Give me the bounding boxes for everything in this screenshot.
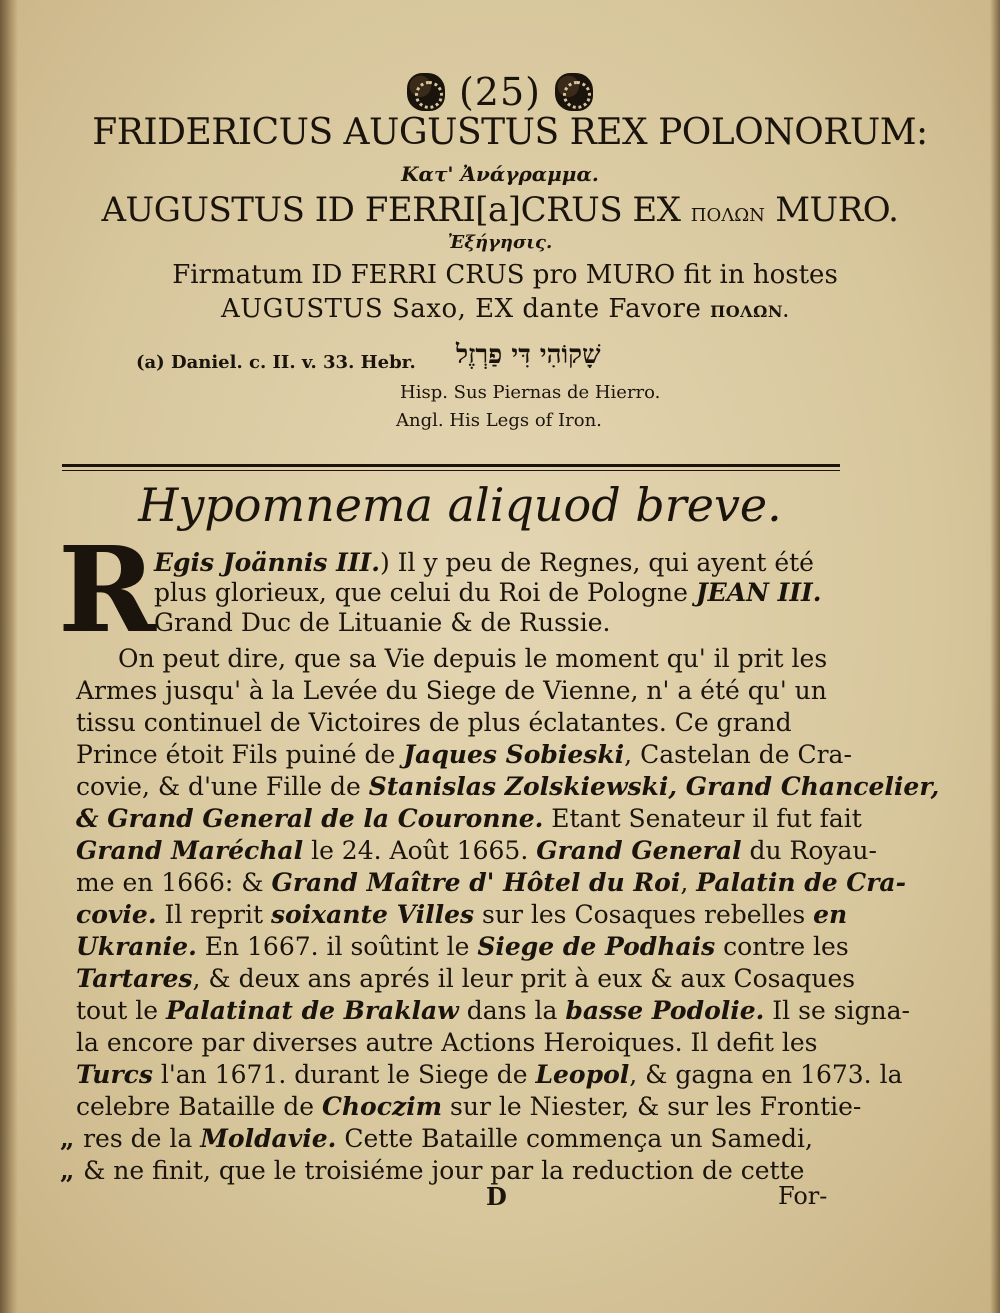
ornament-right-icon <box>555 73 593 111</box>
roman-text: du Royau- <box>741 836 877 865</box>
italic-text: Grand Maître d' Hôtel du Roi <box>271 868 681 897</box>
section-title: Hypomnema aliquod breve. <box>138 478 782 532</box>
page-number: (25) <box>458 70 541 114</box>
footnote-hebrew: שָׁקוֹהִי דִּי פַרְזֶל <box>456 340 601 370</box>
italic-text: Siege de Podhais <box>477 932 716 961</box>
italic-text: en <box>813 900 848 929</box>
divider-rule <box>62 464 840 467</box>
page-edge-shadow <box>990 0 1000 1313</box>
italic-text: Palatinat de Braklaw <box>165 996 459 1025</box>
roman-text: En 1667. il soûtint le <box>196 932 478 961</box>
body-line <box>76 836 877 866</box>
anagram-end: MURO. <box>775 190 899 230</box>
body-line <box>76 676 827 706</box>
italic-text: soixante Villes <box>270 900 475 929</box>
italic-text: Egis Joännis III. <box>154 548 380 577</box>
footnote-spanish: Hisp. Sus Piernas de Hierro. <box>400 382 661 403</box>
roman-text: covie, & d'une Fille de <box>76 772 369 801</box>
heading-anagram-line <box>40 190 960 230</box>
body-line <box>76 900 847 930</box>
italic-text: Choczim <box>321 1092 443 1121</box>
roman-text: sur les Cosaques rebelles <box>474 900 814 929</box>
roman-text: Armes jusqu' à la Levée du Siege de Vienne, n' a été qu' un <box>76 676 827 705</box>
italic-text: Ukranie. <box>76 932 197 961</box>
italic-text: basse Podolie. <box>565 996 765 1025</box>
body-line <box>76 1092 861 1122</box>
exegesis-greek: ΠΟΛΩΝ. <box>710 302 790 321</box>
body-line <box>60 1124 813 1154</box>
body-line <box>76 772 939 802</box>
quote-mark: „ <box>60 1156 84 1185</box>
italic-text: JEAN III. <box>695 578 822 607</box>
signature-mark: D <box>486 1182 507 1211</box>
roman-text: Etant Senateur il fut fait <box>543 804 862 833</box>
italic-text: Palatin de Cra- <box>696 868 906 897</box>
roman-text: res de la <box>83 1124 201 1153</box>
italic-text: Turcs <box>76 1060 153 1089</box>
body-line <box>76 932 849 962</box>
roman-text: l'an 1671. durant le Siege de <box>152 1060 536 1089</box>
roman-text: me en 1666: & <box>76 868 272 897</box>
body-line <box>154 548 814 578</box>
anagram-greek: ΠΟΛΩΝ <box>690 205 765 226</box>
heading-greek-anagram: Κατ' Ἀνάγραμμα. <box>401 162 599 186</box>
roman-text: sur le Niester, & sur les Frontie- <box>442 1092 862 1121</box>
catchword: For- <box>778 1182 828 1210</box>
italic-text: Jaques Sobieski <box>403 740 625 769</box>
roman-text: contre les <box>715 932 849 961</box>
italic-text: covie. <box>76 900 157 929</box>
italic-text: Stanislas Zolskiewski, Grand Chancelier, <box>368 772 940 801</box>
italic-text: Grand Maréchal <box>76 836 304 865</box>
body-line <box>154 578 821 608</box>
italic-text: Moldavie. <box>200 1124 337 1153</box>
roman-text: Il se signa- <box>764 996 910 1025</box>
italic-text: Tartares <box>76 964 193 993</box>
body-line <box>76 868 906 898</box>
divider-rule-thin <box>62 470 840 471</box>
anagram-main: AUGUSTUS ID FERRI[a]CRUS EX <box>101 190 681 230</box>
quote-mark: „ <box>60 1124 84 1153</box>
roman-text: & ne finit, que le troisiéme jour par la reduction de cette <box>83 1156 805 1185</box>
roman-text: Il reprit <box>156 900 271 929</box>
footnote-english: Angl. His Legs of Iron. <box>396 410 602 431</box>
roman-text: Prince étoit Fils puiné de <box>76 740 404 769</box>
heading-title: FRIDERICUS AUGUSTUS REX POLONORUM: <box>92 112 928 153</box>
roman-text: ) Il y peu de Regnes, qui ayent été <box>379 548 814 577</box>
body-line <box>76 964 855 994</box>
italic-text: Leopol <box>535 1060 630 1089</box>
body-line <box>76 1028 817 1058</box>
roman-text: la encore par diverses autre Actions Heroiques. Il defit les <box>76 1028 818 1057</box>
roman-text: Grand Duc de Lituanie & de Russie. <box>154 608 611 637</box>
roman-text: , & deux ans aprés il leur prit à eux & aux Cosaques <box>192 964 856 993</box>
body-line <box>60 1156 804 1186</box>
italic-text: & Grand General de la Couronne. <box>76 804 544 833</box>
ornament-left-icon <box>407 73 445 111</box>
roman-text: , <box>680 868 697 897</box>
roman-text: le 24. Août 1665. <box>303 836 537 865</box>
body-line <box>76 804 862 834</box>
roman-text: Cette Bataille commença un Samedi, <box>336 1124 813 1153</box>
roman-text: dans la <box>458 996 566 1025</box>
page-spine-shadow <box>0 0 18 1313</box>
body-line <box>76 740 852 770</box>
footnote-reference: (a) Daniel. c. II. v. 33. Hebr. <box>136 352 416 373</box>
roman-text: plus glorieux, que celui du Roi de Pologne <box>154 578 696 607</box>
heading-greek-exegesis: Ἐξήγησις. <box>447 232 553 253</box>
drop-cap: R <box>58 520 157 659</box>
roman-text: tissu continuel de Victoires de plus éclatantes. Ce grand <box>76 708 792 737</box>
body-line <box>118 644 827 674</box>
heading-exegesis-line-1: Firmatum ID FERRI CRUS pro MURO fit in hostes <box>172 260 838 290</box>
roman-text: celebre Bataille de <box>76 1092 322 1121</box>
body-line <box>76 1060 902 1090</box>
body-line <box>76 996 910 1026</box>
body-line <box>76 708 792 738</box>
body-line <box>154 608 610 638</box>
roman-text: On peut dire, que sa Vie depuis le moment qu' il prit les <box>118 644 828 673</box>
roman-text: , Castelan de Cra- <box>624 740 852 769</box>
roman-text: tout le <box>76 996 166 1025</box>
italic-text: Grand General <box>536 836 742 865</box>
heading-exegesis-line-2 <box>90 294 920 324</box>
roman-text: , & gagna en 1673. la <box>629 1060 903 1089</box>
exegesis-main: AUGUSTUS Saxo, EX dante Favore <box>220 294 702 324</box>
